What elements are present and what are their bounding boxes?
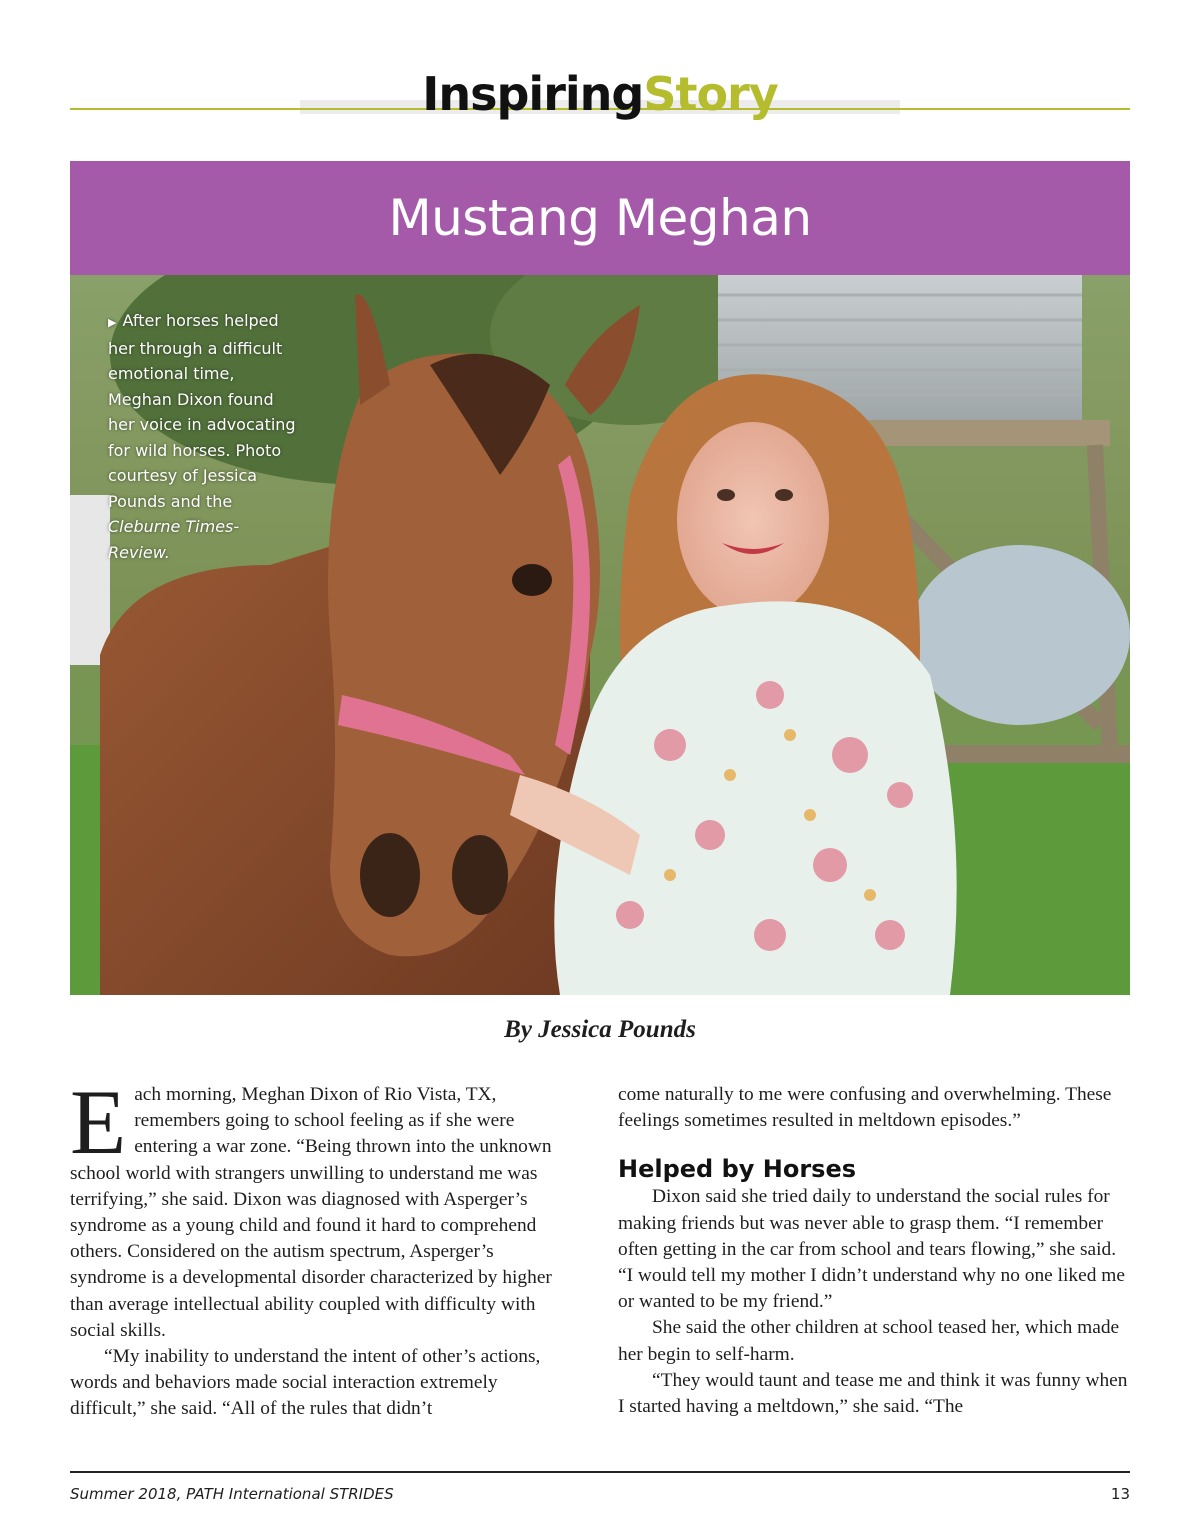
article-column-right xyxy=(618,1082,1130,1420)
photo-caption xyxy=(108,308,298,565)
caption-text: After horses helped her through a difficult emotional time, Meghan Dixon found her voice in advocating for wild horses. Photo courtesy of Jessica Pounds and the xyxy=(108,311,296,511)
paragraph-1-text: ach morning, Meghan Dixon of Rio Vista, TX, remembers going to school feeling as if she were entering a war zone. “Being thrown into the unknown school world with strangers unwilling to understand me was terrifying,” she said. Dixon was diagnosed with Asperger’s syndrome as a young child and found it hard to comprehend others. Considered on the autism spectrum, Asperger’s syndrome is a developmental disorder characterized by higher than average intellectual ability coupled with difficulty with social skills. xyxy=(70,1084,552,1341)
kicker-inspiring: Inspiring xyxy=(422,67,644,121)
page-number: 13 xyxy=(1110,1485,1130,1503)
footer-rule xyxy=(70,1471,1130,1473)
section-subhead: Helped by Horses xyxy=(618,1155,857,1184)
caption-publication: Cleburne Times-Review. xyxy=(108,517,240,562)
paragraph-5: She said the other children at school teased her, which made her begin to self-harm. xyxy=(618,1317,1120,1365)
article-column-left xyxy=(70,1071,562,1423)
section-kicker xyxy=(0,66,1200,122)
paragraph-1 xyxy=(70,1071,562,1344)
kicker-story: Story xyxy=(643,67,778,121)
triangle-right-icon: ▶ xyxy=(108,316,117,329)
paragraph-2: “My inability to understand the intent of other’s actions, words and behaviors made social interaction extremely difficult,” she said. “All of the rules that didn’t xyxy=(70,1346,541,1420)
paragraph-4: Dixon said she tried daily to understand the social rules for making friends but was never able to grasp them. “I remember often getting in the car from school and tears flowing,” she said. “I would tell my mother I didn’t understand why no one liked me or wanted to be my friend.” xyxy=(618,1186,1125,1313)
article-title-banner: Mustang Meghan xyxy=(70,161,1130,275)
drop-cap: E xyxy=(70,1071,127,1173)
footer-issue: Summer 2018, PATH International STRIDES xyxy=(70,1485,394,1503)
paragraph-3: come naturally to me were confusing and overwhelming. These feelings sometimes resulted in meltdown episodes.” xyxy=(618,1084,1112,1132)
paragraph-6: “They would taunt and tease me and think it was funny when I started having a meltdown,” she said. “The xyxy=(618,1369,1128,1418)
byline: By Jessica Pounds xyxy=(504,1016,696,1043)
